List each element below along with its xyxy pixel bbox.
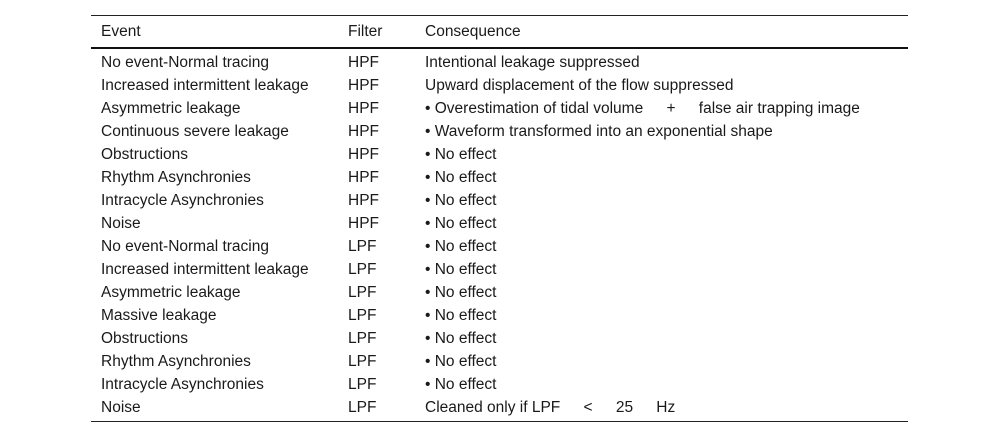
consequence-cell: • No effect [425, 307, 497, 324]
table-header-row [91, 16, 908, 47]
table-row [91, 258, 908, 281]
event-cell: Obstructions [101, 146, 189, 163]
filter-cell: HPF [348, 123, 379, 140]
table-body [91, 49, 908, 421]
table-row [91, 212, 908, 235]
filter-cell: HPF [348, 169, 379, 186]
header-filter: Filter [348, 23, 383, 40]
filter-cell: LPF [348, 284, 377, 301]
header-event: Event [101, 23, 141, 40]
table-bottom-rule [91, 421, 908, 422]
table-row [91, 97, 908, 120]
event-cell: Rhythm Asynchronies [101, 169, 251, 186]
consequence-cell: Upward displacement of the flow suppressed [425, 77, 734, 94]
consequence-cell: • No effect [425, 146, 497, 163]
table-row [91, 51, 908, 74]
event-cell: Continuous severe leakage [101, 123, 289, 140]
event-cell: Rhythm Asynchronies [101, 353, 251, 370]
filter-cell: LPF [348, 261, 377, 278]
table-row [91, 350, 908, 373]
event-cell: Asymmetric leakage [101, 100, 241, 117]
event-cell: Increased intermittent leakage [101, 77, 309, 94]
filter-cell: HPF [348, 54, 379, 71]
table-row [91, 120, 908, 143]
filter-cell: LPF [348, 353, 377, 370]
consequence-cell: • No effect [425, 376, 497, 393]
filter-cell: HPF [348, 215, 379, 232]
event-cell: Noise [101, 215, 141, 232]
filter-cell: HPF [348, 100, 379, 117]
events-table [91, 15, 908, 422]
consequence-cell: • No effect [425, 215, 497, 232]
filter-cell: HPF [348, 146, 379, 163]
filter-cell: LPF [348, 376, 377, 393]
event-cell: Intracycle Asynchronies [101, 192, 264, 209]
filter-cell: LPF [348, 330, 377, 347]
filter-cell: HPF [348, 77, 379, 94]
table-row [91, 166, 908, 189]
consequence-cell: Cleaned only if LPF < 25 Hz [425, 399, 676, 416]
event-cell: No event-Normal tracing [101, 238, 269, 255]
consequence-cell: Intentional leakage suppressed [425, 54, 640, 71]
consequence-cell: • Overestimation of tidal volume + false air trapping image [425, 100, 860, 117]
filter-cell: LPF [348, 399, 377, 416]
table-row [91, 327, 908, 350]
table-row [91, 396, 908, 419]
table-row [91, 281, 908, 304]
table-row [91, 304, 908, 327]
table-row [91, 143, 908, 166]
consequence-cell: • No effect [425, 284, 497, 301]
event-cell: Noise [101, 399, 141, 416]
filter-cell: LPF [348, 307, 377, 324]
table-row [91, 235, 908, 258]
filter-cell: LPF [348, 238, 377, 255]
consequence-cell: • No effect [425, 330, 497, 347]
event-cell: No event-Normal tracing [101, 54, 269, 71]
event-cell: Intracycle Asynchronies [101, 376, 264, 393]
consequence-cell: • No effect [425, 353, 497, 370]
table-row [91, 373, 908, 396]
header-consequence: Consequence [425, 23, 521, 40]
consequence-cell: • Waveform transformed into an exponential shape [425, 123, 773, 140]
event-cell: Obstructions [101, 330, 189, 347]
event-cell: Increased intermittent leakage [101, 261, 309, 278]
event-cell: Asymmetric leakage [101, 284, 241, 301]
filter-cell: HPF [348, 192, 379, 209]
consequence-cell: • No effect [425, 238, 497, 255]
table-row [91, 74, 908, 97]
table-row [91, 189, 908, 212]
consequence-cell: • No effect [425, 261, 497, 278]
event-cell: Massive leakage [101, 307, 217, 324]
consequence-cell: • No effect [425, 169, 497, 186]
consequence-cell: • No effect [425, 192, 497, 209]
